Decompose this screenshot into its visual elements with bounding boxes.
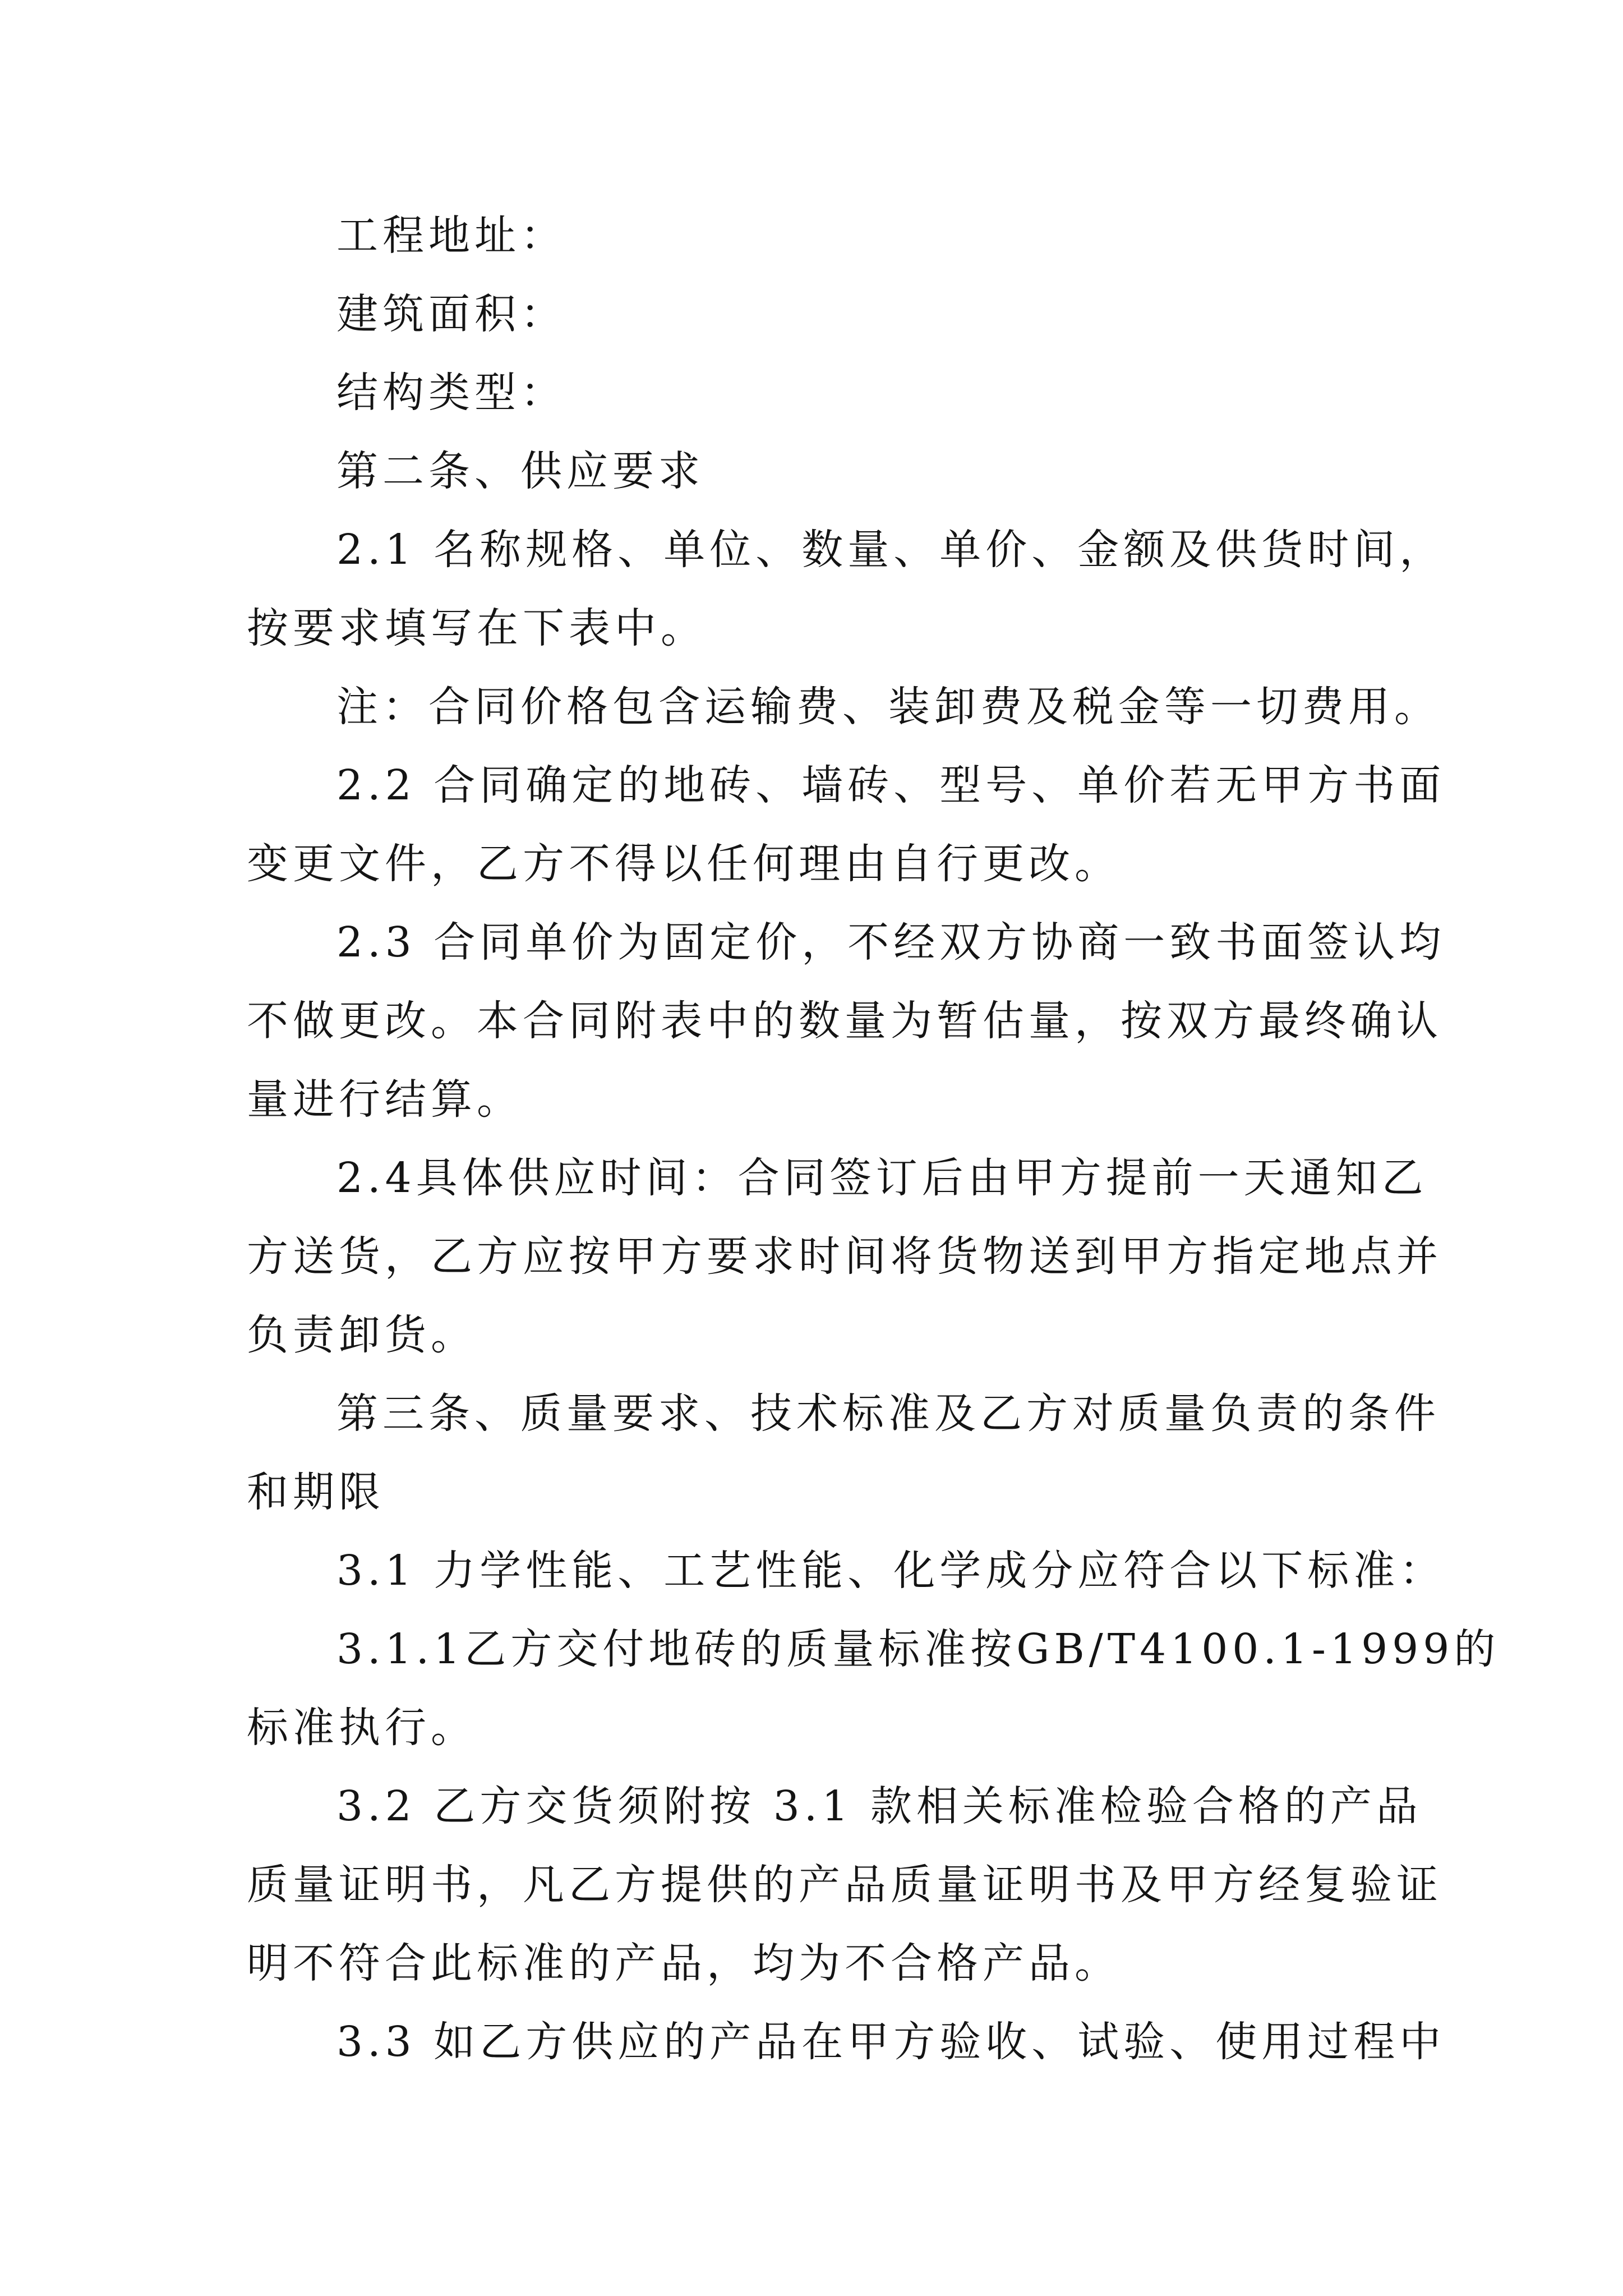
clause-3-1-1-line-2: 标准执行。 — [247, 1704, 477, 1752]
clause-2-1-line-1: 2.1 名称规格、单位、数量、单价、金额及供货时间， — [336, 526, 1446, 574]
article-3-heading-line-2: 和期限 — [247, 1468, 385, 1516]
clause-2-4-line-1: 2.4具体供应时间：合同签订后由甲方提前一天通知乙 — [336, 1154, 1428, 1202]
clause-2-4-line-2: 方送货，乙方应按甲方要求时间将货物送到甲方指定地点并 — [247, 1232, 1442, 1281]
clause-3-3-line-1: 3.3 如乙方供应的产品在甲方验收、试验、使用过程中 — [336, 2018, 1446, 2066]
clause-3-2-line-2: 质量证明书，凡乙方提供的产品质量证明书及甲方经复验证 — [247, 1861, 1442, 1909]
clause-2-4-line-3: 负责卸货。 — [247, 1311, 477, 1359]
clause-3-1: 3.1 力学性能、工艺性能、化学成分应符合以下标准： — [336, 1547, 1446, 1595]
clause-3-2-line-1: 3.2 乙方交货须附按 3.1 款相关标准检验合格的产品 — [336, 1782, 1422, 1830]
building-area-label: 建筑面积： — [336, 290, 566, 338]
clause-2-2-line-1: 2.2 合同确定的地砖、墙砖、型号、单价若无甲方书面 — [336, 761, 1446, 809]
clause-2-3-line-1: 2.3 合同单价为固定价，不经双方协商一致书面签认均 — [336, 918, 1446, 967]
clause-3-1-1-line-1: 3.1.1乙方交付地砖的质量标准按GB/T4100.1-1999的 — [336, 1625, 1500, 1673]
clause-2-2-line-2: 变更文件，乙方不得以任何理由自行更改。 — [247, 840, 1121, 888]
article-3-heading-line-1: 第三条、质量要求、技术标准及乙方对质量负责的条件 — [336, 1389, 1440, 1438]
clause-2-3-line-2: 不做更改。本合同附表中的数量为暂估量，按双方最终确认 — [247, 997, 1442, 1045]
clause-3-2-line-3: 明不符合此标准的产品，均为不合格产品。 — [247, 1939, 1121, 1987]
clause-2-3-line-3: 量进行结算。 — [247, 1075, 523, 1124]
clause-2-1-line-2: 按要求填写在下表中。 — [247, 604, 707, 652]
structure-type-label: 结构类型： — [336, 369, 566, 417]
article-2-heading: 第二条、供应要求 — [336, 447, 704, 495]
project-address-label: 工程地址： — [336, 211, 566, 260]
note-line: 注：合同价格包含运输费、装卸费及税金等一切费用。 — [336, 683, 1440, 731]
